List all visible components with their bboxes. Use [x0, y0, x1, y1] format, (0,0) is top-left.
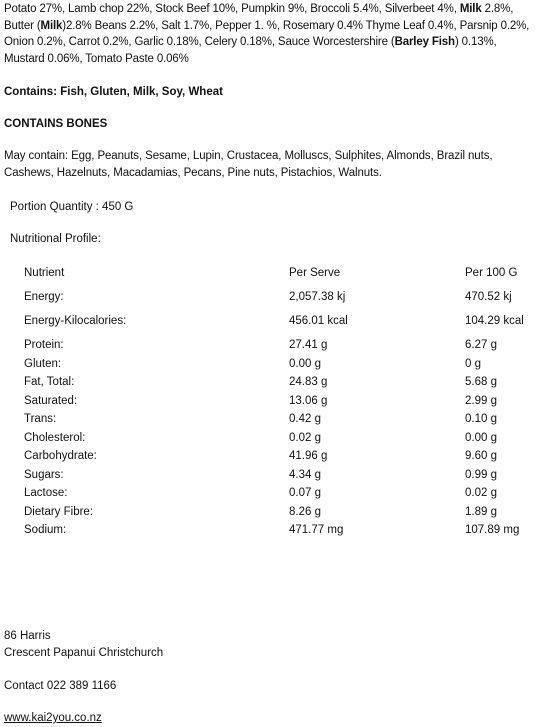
per-100g-value: 5.68 g	[465, 376, 497, 388]
per-serve-value: 456.01 kcal	[289, 315, 348, 327]
per-serve-value: 13.06 g	[289, 394, 328, 407]
address-line-2: Crescent Papanui Christchurch	[4, 646, 164, 659]
contact-phone: Contact 022 389 1166	[4, 680, 117, 692]
ingredient-text: ) 0.13%, Mustard 0.06%, Tomato Paste 0.06%	[4, 36, 497, 65]
per-100g-value: 104.29 kcal	[465, 315, 524, 327]
per-serve-value: 8.26 g	[289, 505, 321, 518]
per-serve-value: 27.41 g	[289, 339, 328, 351]
nutrition-row	[24, 522, 534, 541]
per-100g-value: 0.02 g	[465, 487, 497, 499]
portion-quantity: Portion Quantity : 450 G	[10, 201, 134, 213]
per-100g-value: 0.99 g	[465, 468, 497, 481]
header-per-100g: Per 100 G	[465, 267, 518, 279]
header-per-serve: Per Serve	[289, 267, 341, 279]
nutrition-row	[24, 430, 534, 449]
ingredient-allergen-highlight: Milk	[40, 19, 63, 32]
ingredient-text: 2.8%, Butter (	[4, 3, 514, 32]
bones-warning: CONTAINS BONES	[4, 118, 108, 130]
nutrition-row	[24, 289, 534, 313]
nutrition-row	[24, 356, 534, 375]
nutrition-row	[24, 337, 534, 356]
per-100g-value: 2.99 g	[465, 394, 497, 407]
nutrient-name: Carbohydrate:	[24, 450, 97, 462]
nutrition-row	[24, 467, 534, 486]
nutrition-row	[24, 313, 534, 337]
nutrient-name: Lactose:	[24, 487, 68, 499]
ingredient-text: Potato 27%, Lamb chop 22%, Stock Beef 10%, Pumpkin 9%, Broccoli 5.4%, Silverbeet 4%,	[4, 3, 460, 15]
nutrient-name: Cholesterol:	[24, 431, 86, 444]
nutrition-row	[24, 393, 534, 412]
per-serve-value: 41.96 g	[289, 450, 328, 462]
per-serve-value: 0.07 g	[289, 487, 321, 499]
per-serve-value: 0.42 g	[289, 413, 321, 425]
per-100g-value: 470.52 kj	[465, 291, 512, 303]
ingredient-text: )2.8% Beans 2.2%, Salt 1.7%, Pepper 1. %, Rosemary 0.4% Thyme Leaf 0.4%, Parsnip 0.2%, Onion 0.2%, Carrot 0.2%, Garlic 0.18%, Celery 0.18%, Sauce Worcestershire (	[4, 19, 530, 48]
address-block	[4, 628, 163, 661]
ingredient-allergen-highlight: Milk	[459, 3, 482, 15]
nutrient-name: Saturated:	[24, 394, 78, 407]
website-link[interactable]: www.kai2you.co.nz	[4, 712, 102, 724]
nutrition-header-row	[24, 265, 534, 289]
allergen-contains: Contains: Fish, Gluten, Milk, Soy, Wheat	[4, 86, 223, 98]
per-100g-value: 107.89 mg	[465, 524, 520, 536]
per-100g-value: 9.60 g	[465, 450, 497, 462]
ingredient-allergen-highlight: Barley Fish	[394, 36, 455, 48]
nutrition-row	[24, 504, 534, 523]
per-serve-value: 4.34 g	[289, 468, 321, 481]
nutrient-name: Dietary Fibre:	[24, 505, 94, 518]
nutrition-row	[24, 448, 534, 467]
nutrient-name: Gluten:	[24, 357, 62, 370]
nutrient-name: Sugars:	[24, 468, 64, 481]
nutritional-profile-title: Nutritional Profile:	[10, 233, 101, 245]
address-line-1: 86 Harris	[4, 630, 51, 642]
per-100g-value: 0.10 g	[465, 413, 497, 425]
per-serve-value: 2,057.38 kj	[289, 291, 346, 303]
nutrient-name: Energy-Kilocalories:	[24, 315, 127, 327]
per-serve-value: 0.00 g	[289, 357, 321, 370]
header-nutrient: Nutrient	[24, 267, 65, 279]
nutrient-name: Fat, Total:	[24, 376, 75, 388]
per-serve-value: 471.77 mg	[289, 524, 344, 536]
nutrition-table	[24, 265, 534, 541]
nutrition-row	[24, 485, 534, 504]
per-100g-value: 0 g	[465, 357, 481, 370]
nutrient-name: Protein:	[24, 339, 64, 351]
nutrition-row	[24, 374, 534, 393]
per-serve-value: 24.83 g	[289, 376, 328, 388]
ingredients-list	[4, 1, 534, 67]
per-100g-value: 1.89 g	[465, 505, 497, 518]
may-contain-list: May contain: Egg, Peanuts, Sesame, Lupin, Crustacea, Molluscs, Sulphites, Almonds, Brazil nuts, Cashews, Hazelnuts, Macadamias, Pecans, Pine nuts, Pistachios, Walnuts.	[4, 150, 493, 179]
per-100g-value: 0.00 g	[465, 431, 497, 444]
nutrition-row	[24, 411, 534, 430]
nutrient-name: Sodium:	[24, 524, 67, 536]
per-serve-value: 0.02 g	[289, 431, 321, 444]
nutrient-name: Trans:	[24, 413, 57, 425]
nutrient-name: Energy:	[24, 291, 64, 303]
per-100g-value: 6.27 g	[465, 339, 497, 351]
